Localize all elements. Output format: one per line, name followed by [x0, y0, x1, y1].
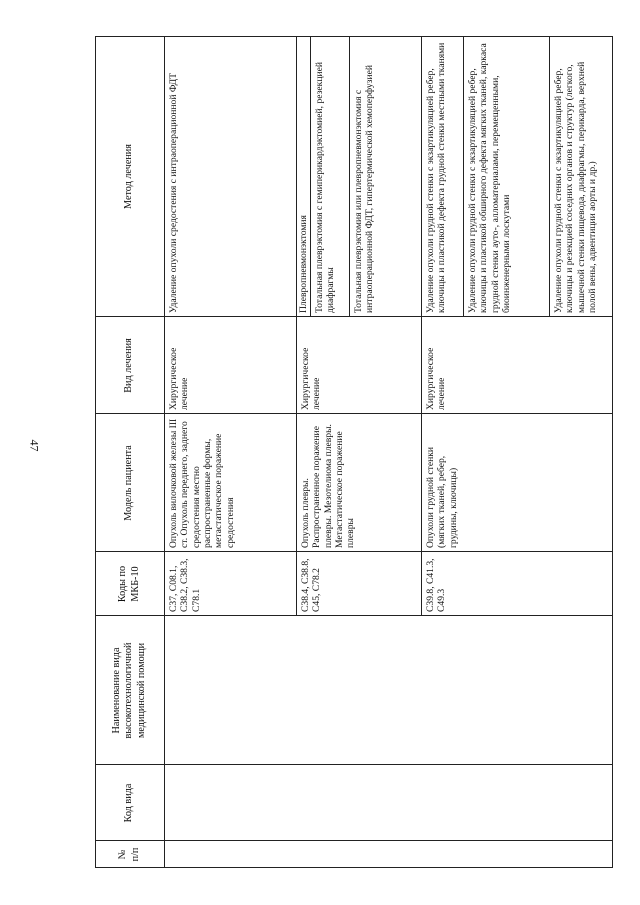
row2-method-1: Плевропневмонэктомия [298, 215, 309, 313]
row3-method-2: Удаление опухоли грудной стенки с экзартикуляцией ребер, ключицы и пластикой обширного дефекта мягких тканей, каркаса грудной стенки ауто-, алломатериалами, перемещенными, биоинженерными лоскутами [467, 43, 512, 313]
row3-icd: C39.8, C41.3, C49.3 [425, 558, 448, 612]
table-rotated-frame [95, 36, 613, 868]
row2-treatment: Хирургическое лечение [300, 347, 323, 410]
document-table [95, 36, 613, 868]
col-divider [95, 840, 613, 841]
row2-icd: C38.4, C38.8, C45, C78.2 [300, 558, 323, 612]
header-num: № п/п [117, 847, 141, 862]
page-number: 47 [27, 439, 42, 452]
header-method: Метод лечения [123, 144, 135, 209]
header-icd: Коды по МКБ-10 [117, 565, 141, 603]
row3-method-3: Удаление опухоли грудной стенки с экзартикуляцией ребер, ключицы и резекцией соседних органов и структур (легкого, мышечной стенки пищевода, диафрагмы, перикарда, верхней полой вены, адвентиции аорты и др.) [553, 61, 598, 313]
row2-method-3: Тотальная плеврэктомия или плевропневмонэктомия с интраоперационной ФДТ, гипертермической хемоперфузией [353, 64, 376, 313]
table-border-bottom [612, 36, 613, 868]
table-border-left [95, 867, 613, 868]
header-model: Модель пациента [123, 445, 135, 521]
row1-treatment: Хирургическое лечение [168, 347, 191, 410]
row2-method-2: Тотальная плеврэктомия с гемиперикардэктомией, резекцией диафрагмы [314, 61, 337, 313]
header-treatment: Вид лечения [123, 338, 135, 393]
row1-method: Удаление опухоли средостения с интраоперационной ФДТ [168, 72, 179, 313]
row2-model: Опухоль плевры. Распространенное поражение плевры. Мезотелиома плевры. Метастатическое поражение плевры [300, 424, 357, 548]
row3-model: Опухоли грудной стенки (мягких тканей, ребер, грудины, ключицы) [425, 446, 459, 548]
col-divider [95, 764, 613, 765]
row3-treatment: Хирургическое лечение [425, 347, 448, 410]
row1-icd: C37, C08.1, C38.2, C38.3, C78.1 [168, 558, 202, 612]
header-name: Наименование вида высокотехнологичной медицинской помощи [111, 642, 147, 739]
row3-method-1: Удаление опухоли грудной стенки с экзартикуляцией ребер, ключицы и пластикой дефекта грудной стенки местными тканями [425, 42, 448, 313]
header-code: Код вида [123, 783, 135, 823]
row1-model: Опухоль вилочковой железы III ст. Опухоль переднего, заднего средостения местно распространенные формы, метастатическое поражение средостения [168, 418, 236, 548]
